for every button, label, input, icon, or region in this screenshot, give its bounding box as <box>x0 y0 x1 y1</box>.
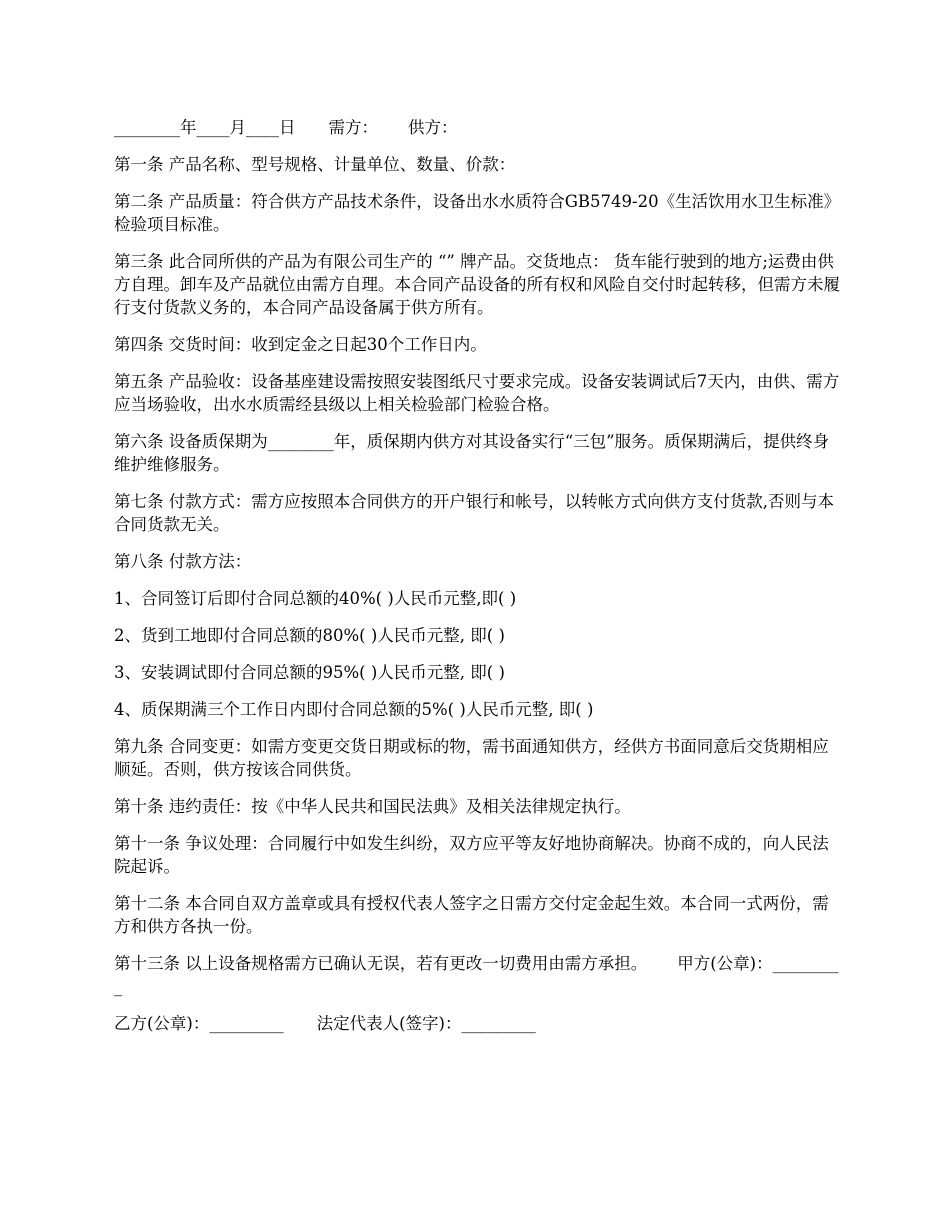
signature-line: 乙方(公章)：_________ 法定代表人(签字)：_________ <box>114 1014 536 1033</box>
clause-2: 第二条 产品质量：符合供方产品技术条件，设备出水水质符合GB5749-20《生活饮用水卫生标准》检验项目标准。 <box>114 192 832 234</box>
clause-9: 第九条 合同变更：如需方变更交货日期或标的物，需书面通知供方，经供方书面同意后交货期相应顺延。否则，供方按该合同供货。 <box>114 737 829 779</box>
clause-4: 第四条 交货时间：收到定金之日起30个工作日内。 <box>114 335 487 354</box>
clause-7: 第七条 付款方式：需方应按照本合同供方的开户银行和帐号，以转帐方式向供方支付货款,否则与本合同货款无关。 <box>114 492 834 534</box>
payment-item-1: 1、合同签订后即付合同总额的40%( )人民币元整,即( ) <box>114 589 517 608</box>
clause-13: 第十三条 以上设备规格需方已确认无误，若有更改一切费用由需方承担。 甲方(公章)：_________ <box>114 954 839 996</box>
clause-5: 第五条 产品验收：设备基座建设需按照安装图纸尺寸要求完成。设备安装调试后7天内，由供、需方应当场验收，出水水质需经县级以上相关检验部门检验合格。 <box>114 372 840 414</box>
clause-10: 第十条 违约责任：按《中华人民共和国民法典》及相关法律规定执行。 <box>114 797 631 816</box>
clause-3: 第三条 此合同所供的产品为有限公司生产的 “” 牌产品。交货地点： 货车能行驶到的地方;运费由供方自理。卸车及产品就位由需方自理。本合同产品设备的所有权和风险自交付时起转移，但需方未履行支付货款义务的，本合同产品设备属于供方所有。 <box>114 252 840 317</box>
clause-11: 第十一条 争议处理：合同履行中如发生纠纷，双方应平等友好地协商解决。协商不成的，向人民法院起诉。 <box>114 834 829 876</box>
clause-12: 第十二条 本合同自双方盖章或具有授权代表人签字之日需方交付定金起生效。本合同一式两份，需方和供方各执一份。 <box>114 894 829 936</box>
payment-item-4: 4、质保期满三个工作日内即付合同总额的5%( )人民币元整, 即( ) <box>114 700 594 719</box>
clause-6: 第六条 设备质保期为________年，质保期内供方对其设备实行“三包”服务。质保期满后，提供终身维护维修服务。 <box>114 432 830 474</box>
clause-1: 第一条 产品名称、型号规格、计量单位、数量、价款： <box>114 155 516 174</box>
contract-document <box>114 116 840 1049</box>
clause-8: 第八条 付款方法： <box>114 552 252 571</box>
payment-item-2: 2、货到工地即付合同总额的80%( )人民币元整, 即( ) <box>114 626 505 645</box>
date-parties-line: ________年____月____日 需方： 供方： <box>114 118 458 137</box>
payment-item-3: 3、安装调试即付合同总额的95%( )人民币元整, 即( ) <box>114 663 505 682</box>
